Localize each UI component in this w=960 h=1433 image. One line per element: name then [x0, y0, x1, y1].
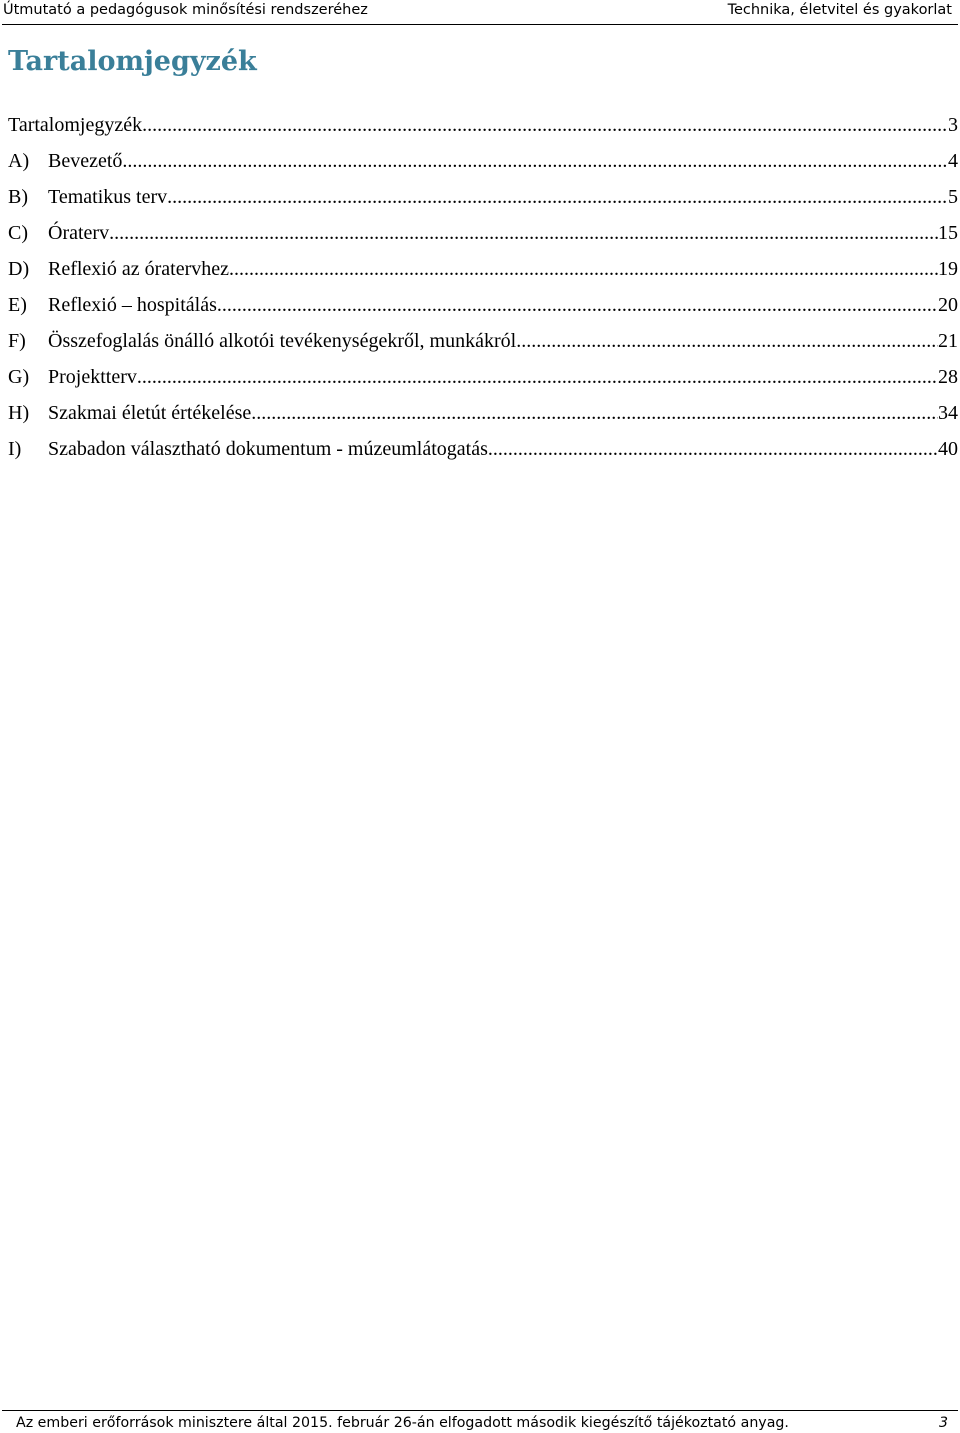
footer-page-number: 3 — [938, 1415, 948, 1431]
toc-entry-letter: F) — [8, 330, 26, 352]
toc-entry-i[interactable] — [8, 431, 958, 467]
toc-leader-dots — [109, 215, 938, 251]
toc-leader-dots — [516, 323, 938, 359]
toc-entry-g[interactable] — [8, 359, 958, 395]
toc-page-number: 34 — [938, 402, 958, 424]
toc-page-number: 5 — [948, 186, 958, 208]
toc-entry-letter: G) — [8, 366, 30, 388]
toc-entry-text: Tematikus terv — [48, 186, 168, 208]
toc-entry-text: Reflexió az óratervhez — [48, 258, 230, 280]
toc-page-number: 21 — [938, 330, 958, 352]
toc-entry-contents[interactable] — [8, 107, 958, 143]
footer-note: Az emberi erőforrások minisztere által 2015. február 26-án elfogadott második kiegészítő tájékoztató anyag. — [16, 1415, 789, 1431]
toc-leader-dots — [142, 107, 948, 143]
toc-page-number: 15 — [938, 222, 958, 244]
toc-entry-text: Tartalomjegyzék — [8, 114, 143, 136]
toc-entry-e[interactable] — [8, 287, 958, 323]
toc-entry-c[interactable] — [8, 215, 958, 251]
toc-page-number: 4 — [948, 150, 958, 172]
toc-leader-dots — [137, 359, 938, 395]
page-title: Tartalomjegyzék — [8, 46, 257, 77]
toc-page-number: 20 — [938, 294, 958, 316]
toc-leader-dots — [488, 431, 938, 467]
toc-entry-letter: B) — [8, 186, 28, 208]
toc-leader-dots — [167, 179, 948, 215]
toc-entry-letter: A) — [8, 150, 30, 172]
toc-page-number: 19 — [938, 258, 958, 280]
toc-entry-text: Óraterv — [48, 222, 110, 244]
toc-entry-letter: I) — [8, 438, 22, 460]
toc-entry-h[interactable] — [8, 395, 958, 431]
toc-entry-f[interactable] — [8, 323, 958, 359]
toc-page-number: 40 — [938, 438, 958, 460]
toc-entry-text: Összefoglalás önálló alkotói tevékenységekről, munkákról — [48, 330, 517, 352]
toc-leader-dots — [251, 395, 938, 431]
toc-leader-dots — [122, 143, 948, 179]
table-of-contents — [8, 107, 958, 467]
toc-page-number: 28 — [938, 366, 958, 388]
toc-entry-letter: D) — [8, 258, 30, 280]
toc-entry-d[interactable] — [8, 251, 958, 287]
page-footer — [2, 1410, 958, 1433]
toc-entry-letter: C) — [8, 222, 28, 244]
toc-entry-text: Projektterv — [48, 366, 137, 388]
toc-entry-text: Szabadon választható dokumentum - múzeumlátogatás — [48, 438, 488, 460]
toc-entry-text: Reflexió – hospitálás — [48, 294, 217, 316]
page-header — [2, 0, 958, 25]
toc-leader-dots — [217, 287, 938, 323]
toc-entry-letter: E) — [8, 294, 27, 316]
toc-entry-text: Bevezető — [48, 150, 123, 172]
header-document-title: Útmutató a pedagógusok minősítési rendszeréhez — [3, 2, 368, 18]
toc-entry-text: Szakmai életút értékelése — [48, 402, 252, 424]
toc-page-number: 3 — [948, 114, 958, 136]
header-subject: Technika, életvitel és gyakorlat — [727, 2, 952, 18]
toc-leader-dots — [229, 251, 938, 287]
toc-entry-letter: H) — [8, 402, 30, 424]
toc-entry-b[interactable] — [8, 179, 958, 215]
toc-entry-a[interactable] — [8, 143, 958, 179]
